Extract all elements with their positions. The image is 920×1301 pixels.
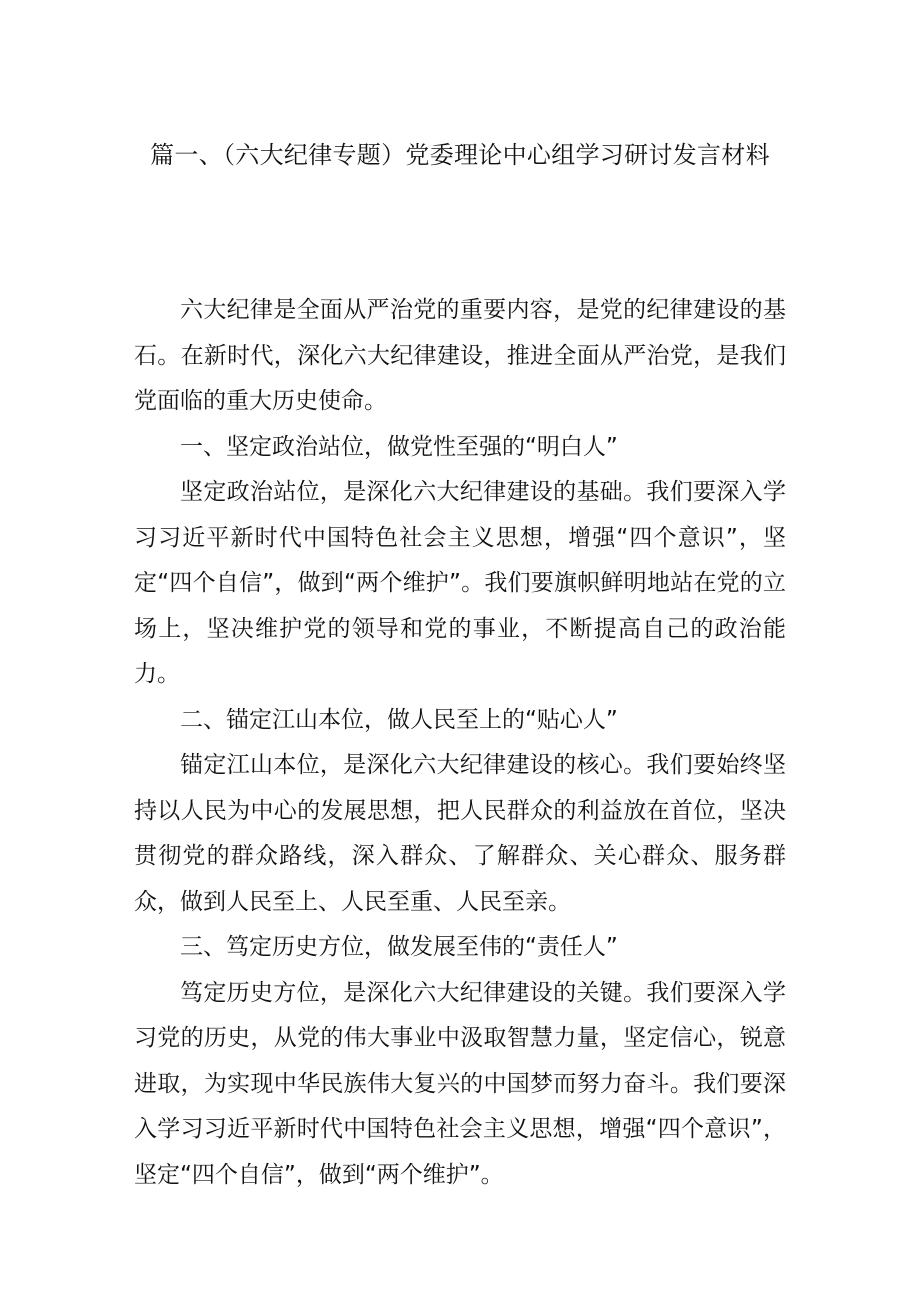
document-title: 篇一、（六大纪律专题）党委理论中心组学习研讨发言材料	[150, 141, 770, 169]
section-heading-2: 二、锚定江山本位，做人民至上的“贴心人”	[180, 706, 618, 733]
document-body	[134, 288, 786, 1198]
section-heading-1: 一、坚定政治站位，做党性至强的“明白人”	[180, 433, 618, 460]
section-paragraph-1: 坚定政治站位，是深化六大纪律建设的基础。我们要深入学习习近平新时代中国特色社会主义思想，增强“四个意识”，坚定“四个自信”，做到“两个维护”。我们要旗帜鲜明地站在党的立场上，坚决维护党的领导和党的事业，不断提高自己的政治能力。	[134, 479, 786, 687]
section-heading-3: 三、笃定历史方位，做发展至伟的“责任人”	[180, 934, 618, 960]
intro-paragraph: 六大纪律是全面从严治党的重要内容，是党的纪律建设的基石。在新时代，深化六大纪律建设，推进全面从严治党，是我们党面临的重大历史使命。	[134, 297, 786, 414]
section-paragraph-2: 锚定江山本位，是深化六大纪律建设的核心。我们要始终坚持以人民为中心的发展思想，把人民群众的利益放在首位，坚决贯彻党的群众路线，深入群众、了解群众、关心群众、服务群众，做到人民至上、人民至重、人民至亲。	[134, 752, 786, 915]
section-paragraph-3: 笃定历史方位，是深化六大纪律建设的关键。我们要深入学习党的历史，从党的伟大事业中汲取智慧力量，坚定信心，锐意进取，为实现中华民族伟大复兴的中国梦而努力奋斗。我们要深入学习习近平新时代中国特色社会主义思想，增强“四个意识”，坚定“四个自信”，做到“两个维护”。	[134, 979, 786, 1188]
